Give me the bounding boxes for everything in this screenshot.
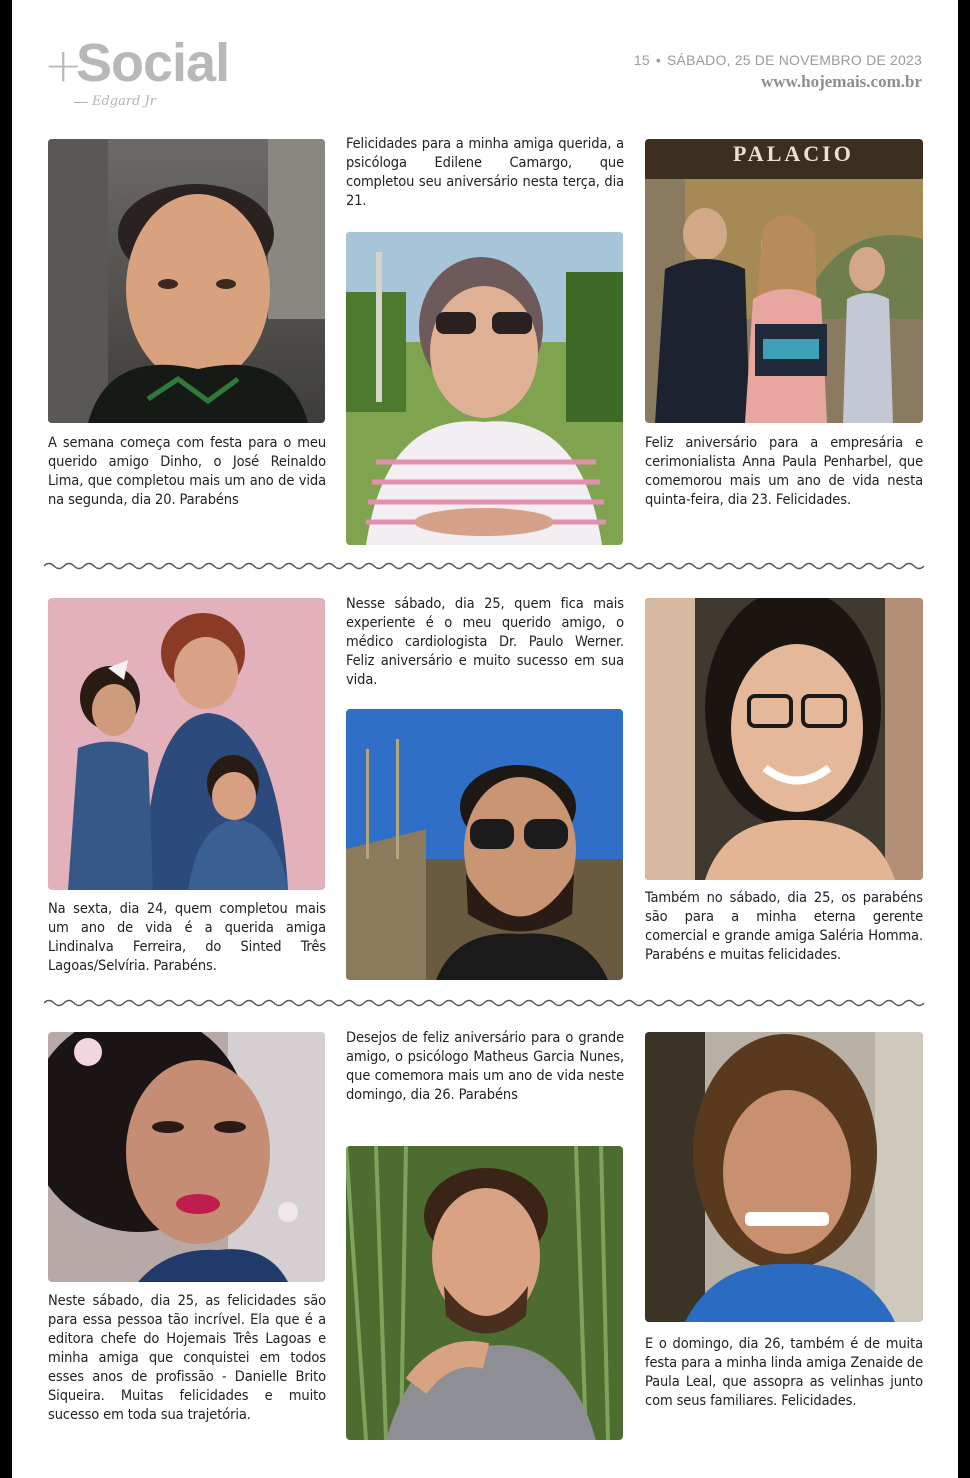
issue-date: SÁBADO, 25 DE NOVEMBRO DE 2023 [667, 52, 922, 68]
photo-edilene [346, 232, 623, 545]
newspaper-page [12, 0, 958, 1478]
photo-paulo-werner [346, 709, 623, 980]
caption-edilene: Felicidades para a minha amiga querida, a psicóloga Edilene Camargo, que completou seu aniversário nesta terça, dia 21. [346, 136, 624, 209]
photo-zenaide [645, 1032, 923, 1322]
divider-wave-2 [44, 998, 924, 1008]
photo-saleria [645, 598, 923, 880]
caption-danielle: Neste sábado, dia 25, as felicidades são para essa pessoa tão incrível. Ela que é a editora chefe do Hojemais Três Lagoas e minha amiga que conquistei em todos esses anos de profissão - Danielle Brito Siqueira. Muitas felicidades e muito sucesso em toda sua trajetória. [48, 1293, 326, 1423]
page-info [634, 52, 922, 68]
brand-signature: Edgard Jr [92, 94, 156, 109]
caption-anna-paula: Feliz aniversário para a empresária e cerimonialista Anna Paula Penharbel, que comemorou mais um ano de vida nesta quinta-feira, dia 23. Felicidades. [645, 435, 923, 508]
caption-saleria: Também no sábado, dia 25, os parabéns são para a minha eterna gerente comercial e grande amiga Saléria Homma. Parabéns e muitas felicidades. [645, 890, 923, 963]
photo-matheus [346, 1146, 623, 1440]
photo-dinho [48, 139, 325, 423]
caption-lindinalva: Na sexta, dia 24, quem completou mais um ano de vida é a querida amiga Lindinalva Ferreira, do Sinted Três Lagoas/Selvíria. Parabéns. [48, 901, 326, 974]
caption-matheus: Desejos de feliz aniversário para o grande amigo, o psicólogo Matheus Garcia Nunes, que comemora mais um ano de vida neste domingo, dia 26. Parabéns [346, 1030, 624, 1103]
photo-danielle [48, 1032, 325, 1282]
photo-lindinalva [48, 598, 325, 890]
palacio-sign: PALACIO [733, 141, 854, 166]
divider-wave-1 [44, 561, 924, 571]
brand-title: Social [76, 33, 230, 93]
page-meta [634, 52, 922, 92]
separator: • [655, 52, 662, 68]
page-number: 15 [633, 52, 650, 68]
caption-zenaide: E o domingo, dia 26, também é de muita festa para a minha linda amiga Zenaide de Paula Leal, que assopra as velinhas junto com seus familiares. Felicidades. [645, 1336, 923, 1409]
caption-paulo-werner: Nesse sábado, dia 25, quem fica mais experiente é o meu querido amigo, o médico cardiologista Dr. Paulo Werner. Feliz aniversário e muito sucesso em sua vida. [346, 596, 624, 688]
brand-plus: + [44, 38, 83, 92]
photo-anna-paula [645, 139, 923, 423]
caption-dinho: A semana começa com festa para o meu querido amigo Dinho, o José Reinaldo Lima, que completou mais um ano de vida na segunda, dia 20. Parabéns [48, 435, 326, 508]
column-brand [44, 33, 274, 116]
website-link[interactable]: www.hojemais.com.br [760, 72, 922, 91]
signature-dash [74, 102, 88, 103]
